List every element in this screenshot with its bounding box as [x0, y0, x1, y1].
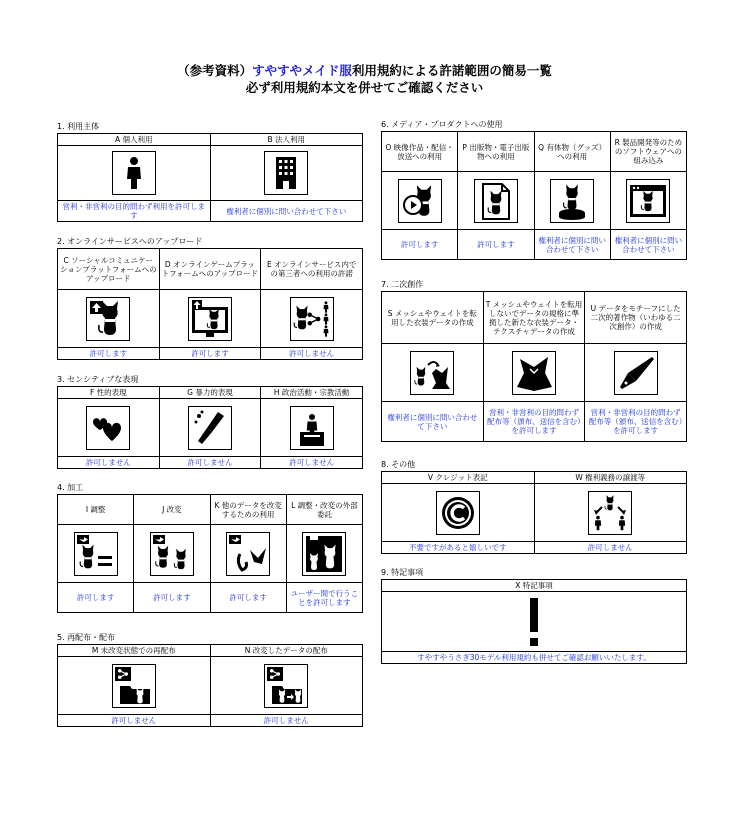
item-label-d: D オンラインゲームプラットフォームへのアップロード — [159, 249, 261, 290]
section-other — [381, 459, 687, 554]
upload-cat-icon — [86, 297, 130, 341]
section-title: 8. その他 — [381, 460, 416, 469]
section-media — [381, 119, 687, 260]
item-label-j: J 改変 — [134, 495, 210, 525]
status-text: 権利者に個別に問い合わせて下さい — [382, 402, 484, 442]
section-modification — [57, 482, 363, 613]
status-text: 営利・非営利の目的問わず配布等（頒布、送信を含む）を許可します — [585, 402, 687, 442]
item-label-q: Q 有体物（グッズ）への利用 — [534, 132, 610, 172]
person-icon — [112, 151, 156, 195]
item-label-x: X 特記事項 — [382, 580, 687, 592]
item-label-k: K 他のデータを改変するための利用 — [210, 495, 286, 525]
podium-icon — [290, 406, 334, 450]
item-label-p: P 出版物・電子出版物への利用 — [458, 132, 534, 172]
section-title: 1. 利用主体 — [57, 122, 100, 131]
item-label-w: W 権利義務の譲渡等 — [534, 472, 687, 484]
section-title: 2. オンラインサービスへのアップロード — [57, 237, 203, 246]
title-prefix: （参考資料） — [177, 63, 253, 78]
status-text: 権利者に個別に問い合わせて下さい — [210, 201, 363, 222]
section-usage-subject — [57, 121, 363, 222]
status-text: 権利者に個別に問い合わせて下さい — [610, 230, 686, 260]
item-label-s: S メッシュやウェイトを転用した衣装データの作成 — [382, 292, 484, 344]
status-text: ユーザー間で行うことを許可します — [286, 583, 362, 613]
pen-icon — [614, 351, 658, 395]
section-title: 3. センシティブな表現 — [57, 375, 139, 384]
hearts-icon — [86, 406, 130, 450]
item-label-e: E オンラインサービス内での第三者への利用の許諾 — [261, 249, 363, 290]
share-folder-icon — [112, 664, 156, 708]
status-text: 許可しません — [261, 457, 363, 469]
status-text: 許可しません — [210, 715, 363, 727]
dress-icon — [512, 351, 556, 395]
item-label-t: T メッシュやウェイトを転用しないでデータの規格に準拠した新たな衣装データ・テクスチャデータの作成 — [483, 292, 585, 344]
item-label-b: B 法人利用 — [210, 134, 363, 146]
status-text: 許可します — [159, 348, 261, 360]
status-text: 許可しません — [159, 457, 261, 469]
status-text: 許可します — [210, 583, 286, 613]
section-online-upload — [57, 236, 363, 360]
knife-icon — [188, 406, 232, 450]
video-cat-icon — [398, 179, 442, 223]
section-derivative — [381, 279, 687, 442]
item-label-g: G 暴力的表現 — [159, 387, 261, 399]
section-sensitive — [57, 374, 363, 469]
exclamation-icon — [509, 594, 559, 650]
item-label-c: C ソーシャルコミュニケーションプラットフォームへのアップロード — [58, 249, 160, 290]
item-label-a: A 個人利用 — [58, 134, 211, 146]
status-text: 営利・非営利の目的問わず配布等（頒布、送信を含む）を許可します — [483, 402, 585, 442]
status-text: 許可します — [134, 583, 210, 613]
copyright-icon — [436, 491, 480, 535]
item-label-r: R 製品開発等のためのソフトウェアへの組み込み — [610, 132, 686, 172]
status-text: 許可しません — [58, 715, 211, 727]
monitor-cat-icon — [188, 297, 232, 341]
section-title: 5. 再配布・配布 — [57, 633, 116, 642]
item-label-i: I 調整 — [58, 495, 134, 525]
item-label-o: O 映像作品・配信・放送への利用 — [382, 132, 458, 172]
item-label-l: L 調整・改変の外部委託 — [286, 495, 362, 525]
cat-dress-icon — [410, 351, 454, 395]
section-title: 9. 特記事項 — [381, 568, 424, 577]
item-label-u: U データをモチーフにした二次的著作物（いわゆる二次創作）の作成 — [585, 292, 687, 344]
page-subtitle: 必ず利用規約本文を併せてご確認ください — [245, 80, 484, 95]
section-title: 6. メディア・プロダクトへの使用 — [381, 120, 503, 129]
item-label-h: H 政治活動・宗教活動 — [261, 387, 363, 399]
outsource-icon — [302, 532, 346, 576]
status-text: 権利者に個別に問い合わせて下さい — [534, 230, 610, 260]
building-icon — [264, 151, 308, 195]
item-label-f: F 性的表現 — [58, 387, 160, 399]
convert-icon — [226, 532, 270, 576]
document-cat-icon — [474, 179, 518, 223]
title-suffix: 利用規約による許諾範囲の簡易一覧 — [351, 63, 552, 78]
share-modified-icon — [264, 664, 308, 708]
status-text: 許可します — [58, 583, 134, 613]
status-text: すやすやうさぎ30モデル利用規約も併せてご確認お願いいたします。 — [382, 652, 687, 664]
title-brand: すやすやメイド服 — [252, 63, 352, 78]
section-redistribution — [57, 632, 363, 727]
status-text: 許可します — [458, 230, 534, 260]
status-text: 許可します — [58, 348, 160, 360]
transfer-icon — [588, 491, 632, 535]
section-title: 7. 二次創作 — [381, 280, 424, 289]
page-title — [0, 62, 729, 79]
item-label-m: M 未改変状態での再配布 — [58, 645, 211, 657]
item-label-v: V クレジット表記 — [382, 472, 535, 484]
share-users-icon — [290, 297, 334, 341]
status-text: 営利・非営利の目的問わず利用を許可します — [58, 201, 211, 222]
status-text: 許可します — [382, 230, 458, 260]
status-text: 不要ですがあると嬉しいです — [382, 542, 535, 554]
status-text: 許可しません — [58, 457, 160, 469]
status-text: 許可しません — [261, 348, 363, 360]
section-notes — [381, 567, 687, 664]
adjust-icon — [74, 532, 118, 576]
figure-cat-icon — [550, 179, 594, 223]
modify-icon — [150, 532, 194, 576]
page-header — [0, 62, 729, 96]
item-label-n: N 改変したデータの配布 — [210, 645, 363, 657]
section-title: 4. 加工 — [57, 483, 84, 492]
status-text: 許可しません — [534, 542, 687, 554]
software-cat-icon — [626, 179, 670, 223]
